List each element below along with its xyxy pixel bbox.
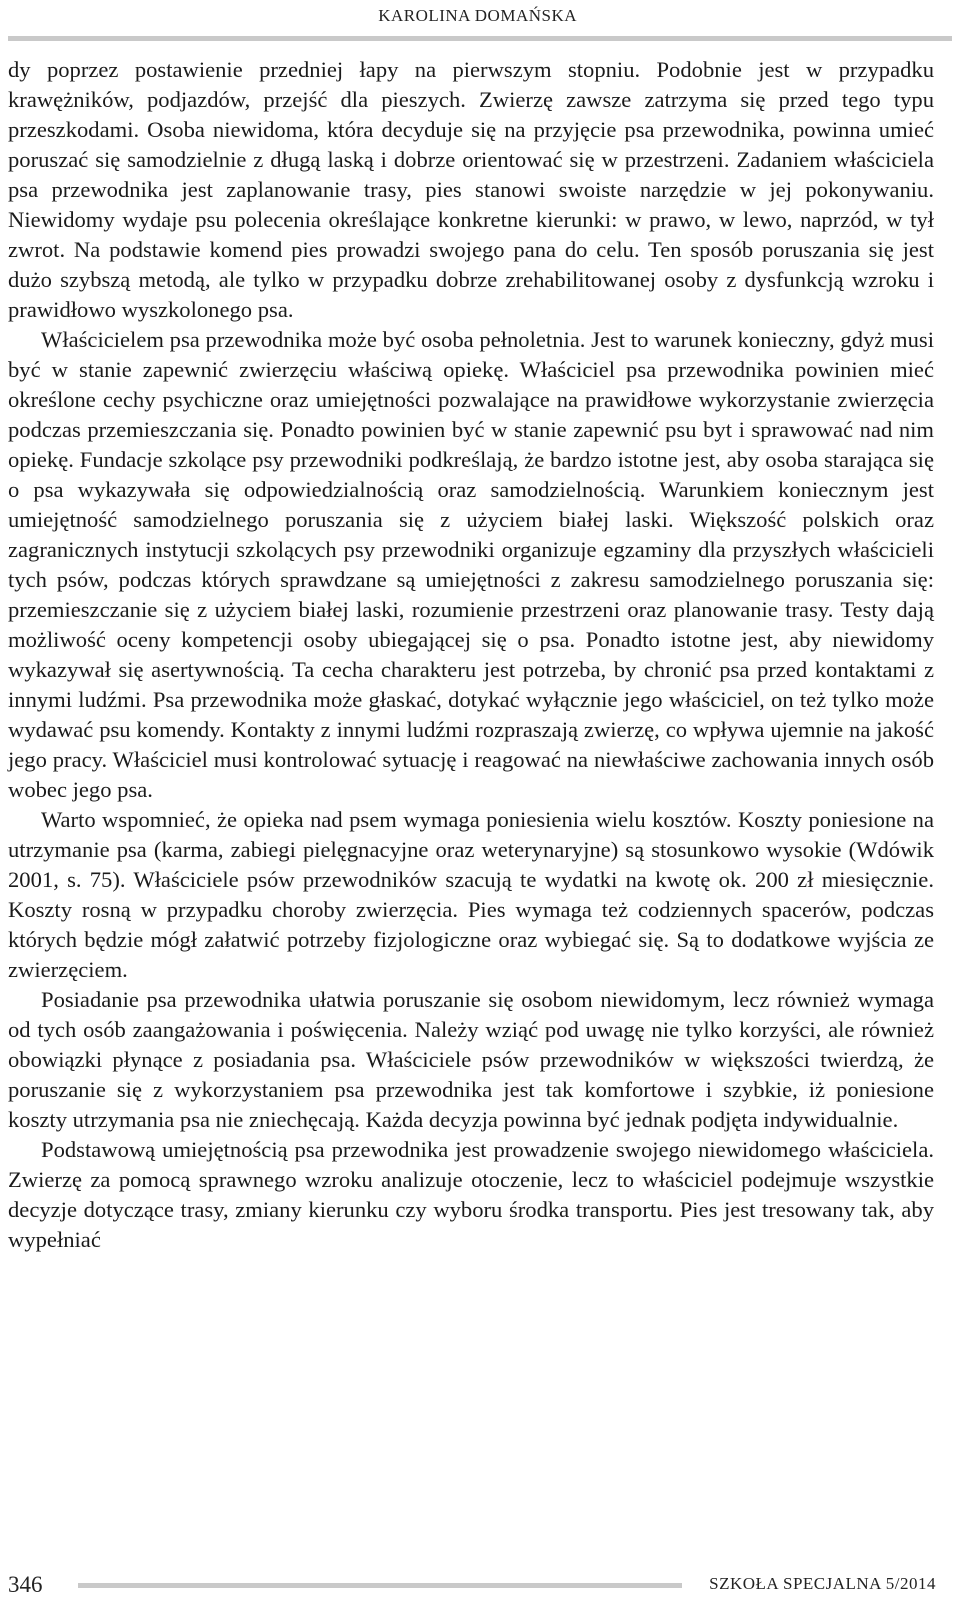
running-header (0, 0, 960, 40)
footer-rule (78, 1583, 682, 1588)
paragraph-5: Podstawową umiejętnością psa przewodnika jest prowadzenie swojego niewidomego właściciela. Zwierzę za pomocą sprawnego wzroku analizuje otoczenie, lecz to właściciel podejmuje wszystkie decyzje dotyczące trasy, zmiany kierunku czy wyboru środka transportu. Pies jest tresowany tak, aby wypełniać (8, 1137, 934, 1252)
paragraph-2: Właścicielem psa przewodnika może być osoba pełnoletnia. Jest to warunek konieczny, gdyż musi być w stanie zapewnić zwierzęciu właściwą opiekę. Właściciel psa przewodnika powinien mieć określone cechy psychiczne oraz umiejętności pozwalające na prawidłowe wykorzystanie zwierzęcia podczas przemieszczania się. Ponadto powinien być w stanie zapewnić psu byt i sprawować nad nim opiekę. Fundacje szkolące psy przewodniki podkreślają, że bardzo istotne jest, aby osoba starająca się o psa wykazywała się odpowiedzialnością oraz samodzielnością. Warunkiem koniecznym jest umiejętność samodzielnego poruszania się z użyciem białej laski. Większość polskich oraz zagranicznych instytucji szkolących psy przewodniki organizuje egzaminy dla przyszłych właścicieli tych psów, podczas których sprawdzane są umiejętności z zakresu samodzielnego poruszania się: przemieszczanie się z użyciem białej laski, rozumienie przestrzeni oraz planowanie trasy. Testy dają możliwość oceny kompetencji osoby ubiegającej się o psa. Ponadto istotne jest, aby niewidomy wykazywał się asertywnością. Ta cecha charakteru jest potrzeba, by chronić psa przed kontaktami z innymi ludźmi. Psa przewodnika może głaskać, dotykać wyłącznie jego właściciel, on też tylko może wydawać psu komendy. Kontakty z innymi ludźmi rozpraszają zwierzę, co wpływa ujemnie na jakość jego pracy. Właściciel musi kontrolować sytuację i reagować na niewłaściwe zachowania innych osób wobec jego psa. (8, 327, 934, 802)
paragraph-1: dy poprzez postawienie przedniej łapy na pierwszym stopniu. Podobnie jest w przypadku krawężników, podjazdów, przejść dla pieszych. Zwierzę zawsze zatrzyma się przed tego typu przeszkodami. Osoba niewidoma, która decyduje się na przyjęcie psa przewodnika, powinna umieć poruszać się samodzielnie z długą laską i dobrze orientować się w przestrzeni. Zadaniem właściciela psa przewodnika jest zaplanowanie trasy, pies stanowi swoiste narzędzie w jej pokonywaniu. Niewidomy wydaje psu polecenia określające konkretne kierunki: w prawo, w lewo, naprzód, w tył zwrot. Na podstawie komend pies prowadzi swojego pana do celu. Ten sposób poruszania się jest dużo szybszą metodą, ale tylko w przypadku dobrze zrehabilitowanej osoby z dysfunkcją wzroku i prawidłowo wyszkolonego psa. (8, 57, 934, 322)
page-number: 346 (8, 1572, 43, 1597)
paragraph-3: Warto wspomnieć, że opieka nad psem wymaga poniesienia wielu kosztów. Koszty poniesione na utrzymanie psa (karma, zabiegi pielęgnacyjne oraz weterynaryjne) są stosunkowo wysokie (Wdówik 2001, s. 75). Właściciele psów przewodników szacują te wydatki na kwotę ok. 200 zł miesięcznie. Koszty rosną w przypadku choroby zwierzęcia. Pies wymaga też codziennych spacerów, podczas których będzie mógł załatwić potrzeby fizjologiczne oraz wybiegać się. Są to dodatkowe wyjścia ze zwierzęciem. (8, 807, 934, 982)
journal-name: SZKOŁA SPECJALNA 5/2014 (709, 1574, 936, 1593)
running-header-author: KAROLINA DOMAŃSKA (378, 6, 577, 25)
header-rule (8, 36, 952, 41)
paragraph-4: Posiadanie psa przewodnika ułatwia poruszanie się osobom niewidomym, lecz również wymaga od tych osób zaangażowania i poświęcenia. Należy wziąć pod uwagę nie tylko korzyści, ale również obowiązki płynące z posiadania psa. Właściciele psów przewodników w większości twierdzą, że poruszanie się z wykorzystaniem psa przewodnika jest tak komfortowe i szybkie, iż poniesione koszty utrzymania psa nie zniechęcają. Każda decyzja powinna być jednak podjęta indywidualnie. (8, 987, 934, 1132)
page-body (8, 55, 934, 1255)
running-footer (0, 1572, 960, 1609)
